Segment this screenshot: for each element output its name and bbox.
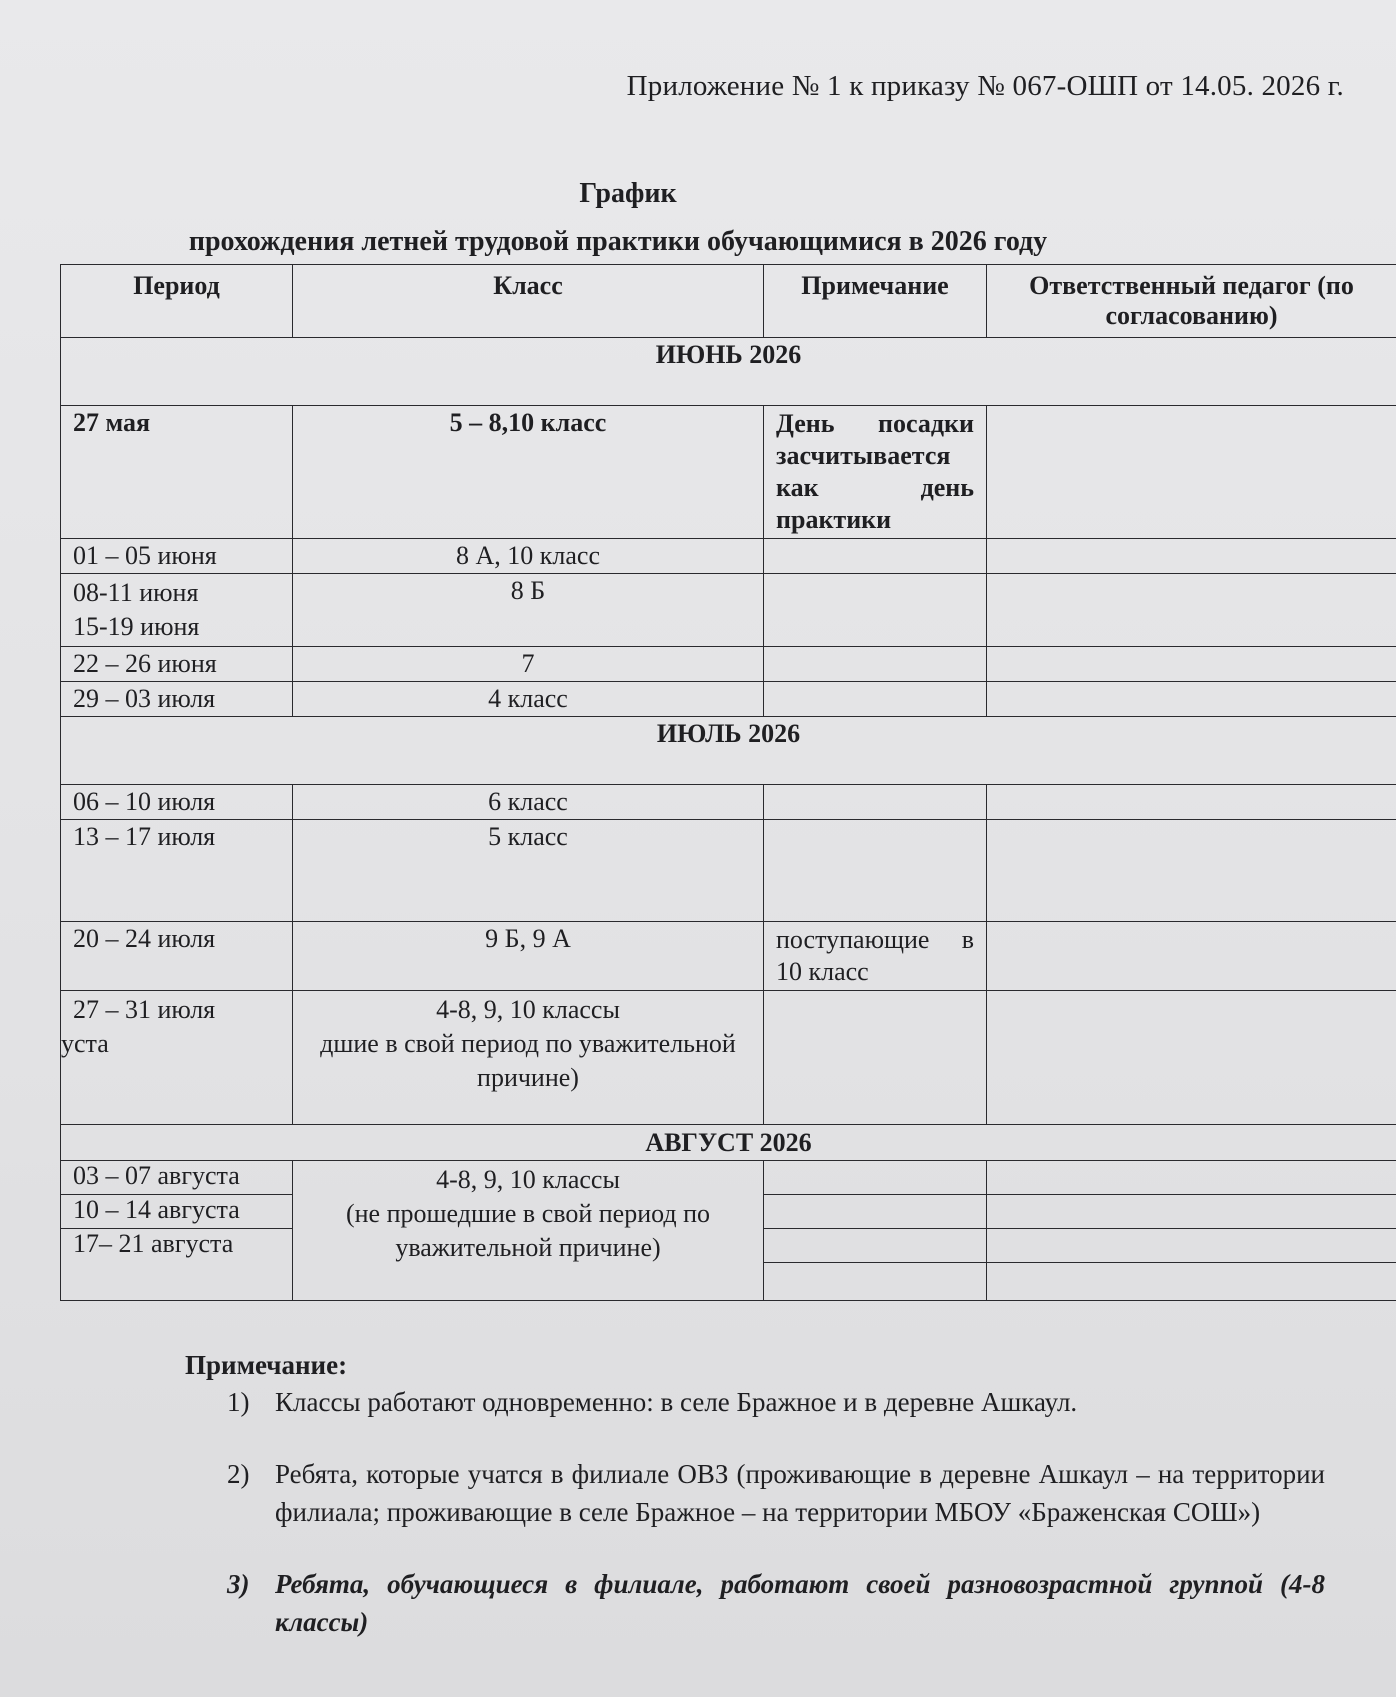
note-subcell xyxy=(764,1229,986,1263)
class-cell: 9 Б, 9 А xyxy=(293,922,764,991)
note-cell: поступающие в 10 класс xyxy=(764,922,987,991)
schedule-table xyxy=(60,264,1396,1301)
note-cell xyxy=(764,574,987,647)
class-line: (не прошедшие в свой период по xyxy=(345,1199,711,1228)
table-row xyxy=(61,406,1396,539)
table-row xyxy=(61,539,1396,574)
period-cell xyxy=(61,574,293,647)
list-item xyxy=(185,1383,1325,1421)
period-line: 27 – 31 июля xyxy=(73,995,216,1024)
list-text: Классы работают одновременно: в селе Бражное и в деревне Ашкаул. xyxy=(275,1387,1078,1417)
period-cell: 29 – 03 июля xyxy=(61,682,293,717)
note-subcell xyxy=(764,1195,986,1229)
list-text: Ребята, которые учатся в филиале ОВЗ (проживающие в деревне Ашкаул – на территории филиала; проживающие в селе Бражное – на территории МБОУ «Браженская СОШ») xyxy=(275,1459,1325,1527)
teacher-cell xyxy=(987,922,1396,991)
note-subcell xyxy=(764,1263,986,1296)
note-cell: День посадки засчитывается как день практики xyxy=(764,406,987,539)
month-row-june xyxy=(61,338,1396,406)
class-cell xyxy=(293,991,764,1125)
table-row xyxy=(61,922,1396,991)
class-line: 4-8, 9, 10 классы xyxy=(436,1165,620,1194)
notes-list xyxy=(185,1383,1325,1641)
table-header-row xyxy=(61,265,1396,338)
teacher-cell xyxy=(987,574,1396,647)
period-cell: 06 – 10 июля xyxy=(61,785,293,820)
teacher-cell xyxy=(987,820,1396,922)
list-number: 1) xyxy=(227,1387,250,1417)
teacher-subcell xyxy=(987,1161,1396,1195)
note-cell xyxy=(764,647,987,682)
note-cell xyxy=(764,1161,987,1301)
class-line: дшие в свой период по уважительной xyxy=(320,1029,736,1058)
period-cell xyxy=(61,991,293,1125)
table-row xyxy=(61,820,1396,922)
teacher-cell xyxy=(987,785,1396,820)
list-number: 3) xyxy=(227,1569,250,1599)
period-cell: 13 – 17 июля xyxy=(61,820,293,922)
note-cell xyxy=(764,991,987,1125)
class-cell: 8 Б xyxy=(293,574,764,647)
note-cell xyxy=(764,785,987,820)
period-cell: 27 мая xyxy=(61,406,293,539)
teacher-cell xyxy=(987,1161,1396,1301)
period-cell xyxy=(61,1161,293,1301)
header-note: Примечание xyxy=(764,265,987,338)
header-period: Период xyxy=(61,265,293,338)
table-row xyxy=(61,682,1396,717)
list-item xyxy=(185,1455,1325,1531)
notes-section xyxy=(185,1350,1325,1675)
header-teacher: Ответственный педагог (по согласованию) xyxy=(987,265,1396,338)
class-cell: 4 класс xyxy=(293,682,764,717)
month-row-august xyxy=(61,1125,1396,1161)
list-text: Ребята, обучающиеся в филиале, работают своей разновозрастной группой (4-8 классы) xyxy=(275,1569,1325,1637)
table-row xyxy=(61,991,1396,1125)
teacher-subcell xyxy=(987,1229,1396,1263)
class-cell: 7 xyxy=(293,647,764,682)
teacher-cell xyxy=(987,539,1396,574)
list-item xyxy=(185,1565,1325,1641)
period-line: 10 – 14 августа xyxy=(61,1195,292,1229)
period-line: 15-19 июня xyxy=(73,612,200,641)
header-class: Класс xyxy=(293,265,764,338)
period-line: 03 – 07 августа xyxy=(61,1161,292,1195)
teacher-subcell xyxy=(987,1263,1396,1296)
table-row xyxy=(61,574,1396,647)
notes-header: Примечание: xyxy=(185,1350,348,1380)
teacher-cell xyxy=(987,647,1396,682)
teacher-cell xyxy=(987,682,1396,717)
period-line: 17– 21 августа xyxy=(73,1229,234,1258)
list-number: 2) xyxy=(227,1459,250,1489)
class-cell: 5 – 8,10 класс xyxy=(293,406,764,539)
month-row-july xyxy=(61,717,1396,785)
teacher-cell xyxy=(987,406,1396,539)
table-row xyxy=(61,1161,1396,1301)
class-cell: 8 А, 10 класс xyxy=(293,539,764,574)
period-fragment: уста xyxy=(61,1029,109,1058)
class-line: причине) xyxy=(477,1063,579,1092)
class-cell xyxy=(293,1161,764,1301)
month-label: АВГУСТ 2026 xyxy=(61,1125,1396,1161)
teacher-subcell xyxy=(987,1195,1396,1229)
appendix-reference: Приложение № 1 к приказу № 067-ОШП от 14.05. 2026 г. xyxy=(626,70,1344,102)
document-title: График xyxy=(579,178,677,209)
class-cell: 6 класс xyxy=(293,785,764,820)
class-line: уважительной причине) xyxy=(395,1233,661,1262)
month-label: ИЮНЬ 2026 xyxy=(61,338,1396,406)
teacher-cell xyxy=(987,991,1396,1125)
table-row xyxy=(61,647,1396,682)
class-line: 4-8, 9, 10 классы xyxy=(436,995,620,1024)
note-cell xyxy=(764,820,987,922)
table-row xyxy=(61,785,1396,820)
note-cell xyxy=(764,682,987,717)
class-cell: 5 класс xyxy=(293,820,764,922)
month-label: ИЮЛЬ 2026 xyxy=(61,717,1396,785)
note-cell xyxy=(764,539,987,574)
note-subcell xyxy=(764,1161,986,1195)
period-line: 08-11 июня xyxy=(73,578,199,607)
document-subtitle: прохождения летней трудовой практики обучающимися в 2026 году xyxy=(188,226,1048,257)
period-cell: 01 – 05 июня xyxy=(61,539,293,574)
period-cell: 20 – 24 июля xyxy=(61,922,293,991)
period-cell: 22 – 26 июня xyxy=(61,647,293,682)
